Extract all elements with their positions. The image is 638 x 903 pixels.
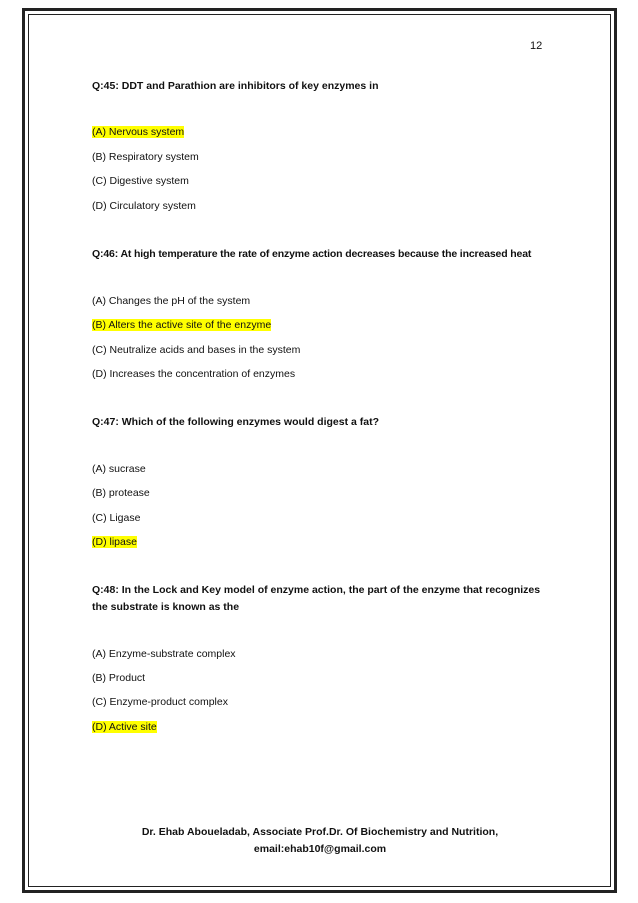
- q48-option-d: [92, 720, 157, 734]
- q45-option-a: [92, 125, 184, 139]
- question-47: Q:47: Which of the following enzymes would digest a fat?: [92, 416, 380, 428]
- answer-highlight: (D) Active site: [92, 721, 157, 733]
- question-45: Q:45: DDT and Parathion are inhibitors of key enzymes in: [92, 80, 379, 92]
- footer: [100, 824, 540, 858]
- q48-option-b: (B) Product: [92, 672, 146, 684]
- q47-option-d: [92, 535, 137, 549]
- q46-option-d: (D) Increases the concentration of enzymes: [92, 368, 296, 380]
- question-46: Q:46: At high temperature the rate of enzyme action decreases because the increased heat: [92, 248, 532, 260]
- q45-option-c: (C) Digestive system: [92, 175, 189, 187]
- footer-email: email:ehab10f@gmail.com: [253, 843, 387, 855]
- q47-option-c: (C) Ligase: [92, 512, 141, 524]
- answer-highlight: (D) lipase: [92, 536, 137, 548]
- q46-option-c: (C) Neutralize acids and bases in the system: [92, 344, 301, 356]
- q46-option-b: [92, 318, 271, 332]
- footer-author: Dr. Ehab Aboueladab, Associate Prof.Dr. Of Biochemistry and Nutrition,: [141, 826, 499, 838]
- q46-option-a: (A) Changes the pH of the system: [92, 295, 251, 307]
- q47-option-a: (A) sucrase: [92, 463, 146, 475]
- page-border-inner: [28, 14, 611, 887]
- answer-highlight: (B) Alters the active site of the enzyme: [92, 319, 272, 331]
- q47-option-b: (B) protease: [92, 487, 150, 499]
- q45-option-b: (B) Respiratory system: [92, 151, 199, 163]
- q48-option-a: (A) Enzyme-substrate complex: [92, 648, 236, 660]
- q45-option-d: (D) Circulatory system: [92, 200, 196, 212]
- q48-option-c: (C) Enzyme-product complex: [92, 696, 228, 708]
- page-number: 12: [530, 40, 543, 52]
- question-48: Q:48: In the Lock and Key model of enzyme action, the part of the enzyme that recognizes the substrate is known as the: [92, 584, 541, 613]
- answer-highlight: (A) Nervous system: [92, 126, 185, 138]
